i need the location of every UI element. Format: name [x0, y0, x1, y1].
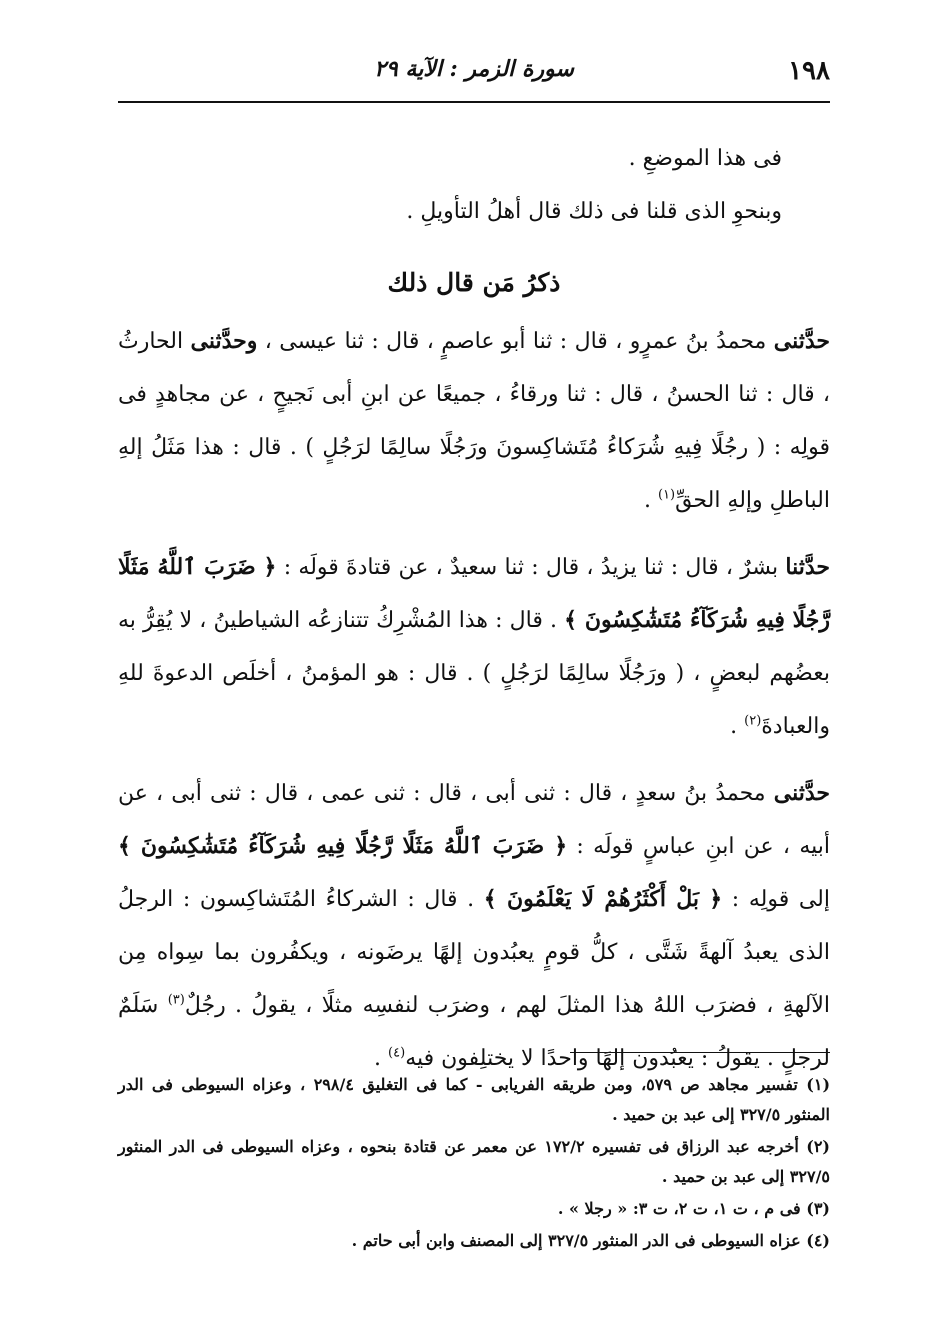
footnote-rule [570, 1052, 830, 1053]
running-title: سورة الزمر : الآية ٢٩ [374, 56, 574, 82]
narration-lead: حدَّثنا [785, 554, 831, 580]
paragraph-1: فى هذا الموضعِ . [628, 146, 782, 171]
section-heading: ذكرُ مَن قال ذلك [387, 268, 561, 297]
footnote-3: (٣) فى م ، ت ١، ت ٢، ت ٣: « رجلا » . [557, 1199, 830, 1218]
paragraph-4-text-a: بشرٌ ، قال : ثنا يزيدُ ، قال : ثنا سعيدٌ ، عن قتادةَ قولَه : [276, 555, 786, 580]
paragraph-5-text-b: إلى قولِه : [722, 887, 830, 912]
quran-verse: ﴿ ضَرَبَ ٱللَّهُ مَثَلًا رَّجُلًا فِيهِ شُرَكَآءُ مُتَشَٰكِسُونَ ﴾ [118, 833, 568, 859]
paragraph-5-text-a: محمدُ بنُ سعدٍ ، قال : ثنى أبى ، قال : ثنى عمى ، قال : ثنى أبى ، عن أبيه ، عن ابنِ عباسٍ قولَه : [118, 781, 831, 859]
main-text [118, 132, 830, 1085]
footnote-1: (١) تفسير مجاهد ص ٥٧٩، ومن طريقه الفريابى - كما فى التغليق ٢٩٨/٤ ، وعزاه السيوطى فى الدر المنثور ٣٢٧/٥ إلى عبد بن حميد . [118, 1075, 831, 1124]
footnotes [118, 1070, 830, 1258]
narration-lead: حدَّثنى [773, 328, 830, 354]
paragraph-3-end: . [643, 488, 658, 513]
paragraph-5-text-d: سَلَمٌ لرجلٍ . يقولُ : يعبُدون إلهًا واحدًا لا يختلِفون فيه [118, 993, 830, 1071]
paragraph-3-text-b: الحارثُ ، قال : ثنا الحسنُ ، قال : ثنا ورقاءُ ، جميعًا عن ابنِ أبى نَجيحٍ ، عن مجاهدٍ فى قولِه : ( رجُلًا فِيهِ شُرَكاءُ مُتَشاكِسونَ ورَجُلًا سالِمًا لرَجُلٍ ) . قال : هذا مَثَلُ إلهِ الباطلِ وإلهِ الحقِّ [118, 329, 830, 513]
footnote-4: (٤) عزاه السيوطى فى الدر المنثور ٣٢٧/٥ إلى المصنف وابن أبى حاتم . [351, 1231, 830, 1250]
paragraph-4-end: . [730, 714, 745, 739]
quran-verse: ﴿ بَلْ أَكْثَرُهُمْ لَا يَعْلَمُونَ ﴾ [483, 886, 723, 912]
paragraph-2: وبنحوِ الذى قلنا فى ذلك قال أهلُ التأويلِ . [406, 199, 782, 224]
paragraph-5-text-c: . قال : الشركاءُ المُتَشاكِسون : الرجلُ الذى يعبدُ آلهةً شَتَّى ، كلُّ قومٍ يعبُدون إلهًا يرضَونه ، ويكفُرون بما سِواه مِن الآلهةِ ، فضرَب اللهُ هذا المثلَ لهم ، وضرَب لنفسِه مثلًا ، يقولُ . رجُلٌ [118, 887, 830, 1018]
paragraph-3-text-a: محمدُ بنُ عمرٍو ، قال : ثنا أبو عاصمٍ ، قال : ثنا عيسى ، [257, 329, 774, 354]
paragraph-5-end: . [374, 1046, 389, 1071]
paragraph-5 [118, 767, 830, 1085]
footnote-ref-4[interactable]: (٤) [388, 1045, 406, 1061]
paragraph-3 [118, 315, 830, 527]
footnote-ref-3[interactable]: (٣) [167, 992, 185, 1008]
quran-verse: ﴿ ضَرَبَ ٱللَّهُ مَثَلًا رَّجُلًا فِيهِ شُرَكَآءُ مُتَشَٰكِسُونَ ﴾ [118, 554, 830, 633]
footnote-ref-1[interactable]: (١) [657, 487, 676, 503]
page-number: ١٩٨ [788, 56, 830, 86]
narration-lead: حدَّثنى [773, 780, 830, 806]
footnote-ref-2[interactable]: (٢) [744, 713, 762, 729]
page-header [118, 52, 830, 96]
paragraph-4-text-b: . قال : هذا المُشْرِكُ تتنازعُه الشياطينُ ، لا يُقِرُّ به بعضُهم لبعضٍ ، ( ورَجُلًا سالِمًا لرَجُلٍ ) . قال : هو المؤمنُ ، أخلَص الدعوةَ للهِ والعبادةَ [118, 608, 830, 739]
narration-lead-2: وحدَّثنى [190, 328, 258, 354]
footnote-2: (٢) أخرجه عبد الرزاق فى تفسيره ١٧٢/٢ عن معمر عن قتادة بنحوه ، وعزاه السيوطى فى الدر المنثور ٣٢٧/٥ إلى عبد بن حميد . [118, 1137, 830, 1186]
paragraph-4 [118, 541, 830, 753]
header-rule [118, 101, 830, 103]
